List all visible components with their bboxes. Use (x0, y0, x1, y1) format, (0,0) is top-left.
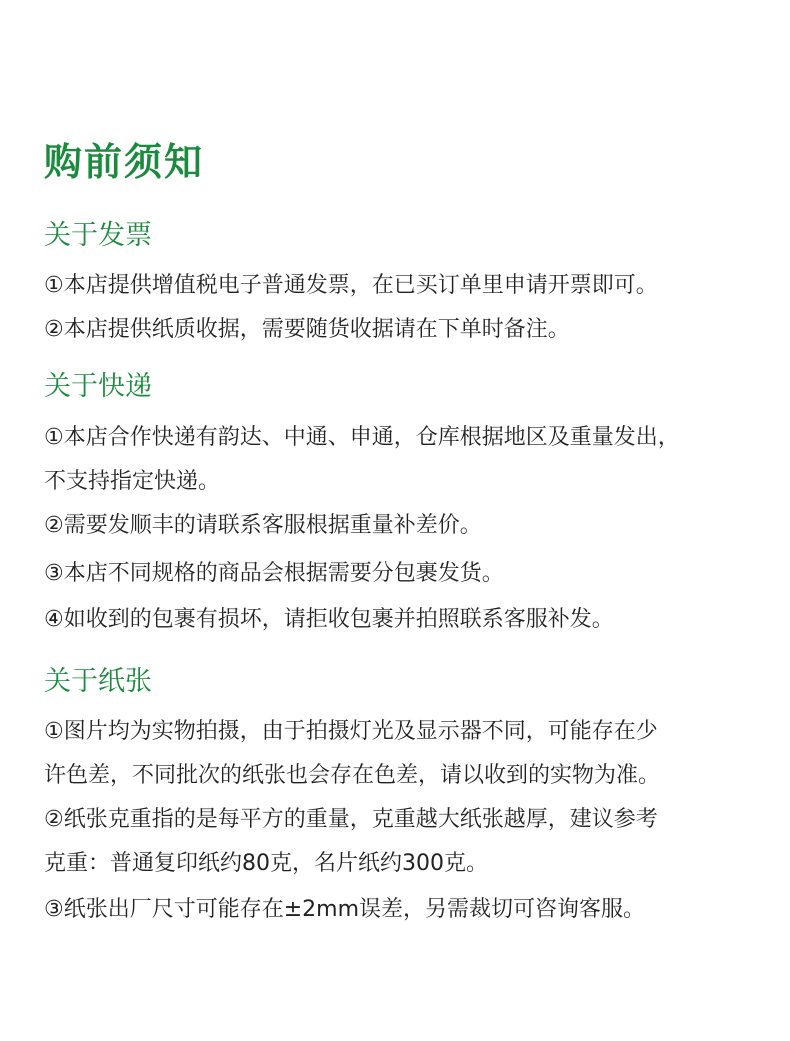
section-heading-shipping: 关于快递 (44, 371, 152, 402)
paper-line-1: ①图片均为实物拍摄，由于拍摄灯光及显示器不同，可能存在少 (44, 719, 658, 744)
paper-line-4: 克重：普通复印纸约80克，名片纸约300克。 (44, 851, 488, 876)
invoice-line-1: ①本店提供增值税电子普通发票，在已买订单里申请开票即可。 (44, 273, 658, 298)
shipping-line-3: ②需要发顺丰的请联系客服根据重量补差价。 (44, 513, 482, 538)
page-title: 购前须知 (44, 140, 205, 184)
section-heading-invoice: 关于发票 (44, 220, 152, 251)
paper-line-3: ②纸张克重指的是每平方的重量，克重越大纸张越厚，建议参考 (44, 807, 658, 832)
shipping-line-4: ③本店不同规格的商品会根据需要分包裹发货。 (44, 561, 504, 586)
invoice-line-2: ②本店提供纸质收据，需要随货收据请在下单时备注。 (44, 317, 570, 342)
shipping-line-5: ④如收到的包裹有损坏，请拒收包裹并拍照联系客服补发。 (44, 607, 614, 632)
shipping-line-1: ①本店合作快递有韵达、中通、申通，仓库根据地区及重量发出， (44, 425, 680, 450)
paper-line-5: ③纸张出厂尺寸可能存在±2mm误差，另需裁切可咨询客服。 (44, 897, 646, 922)
shipping-line-2: 不支持指定快递。 (44, 469, 221, 494)
paper-line-2: 许色差，不同批次的纸张也会存在色差，请以收到的实物为准。 (44, 763, 661, 788)
section-heading-paper: 关于纸张 (44, 666, 152, 697)
